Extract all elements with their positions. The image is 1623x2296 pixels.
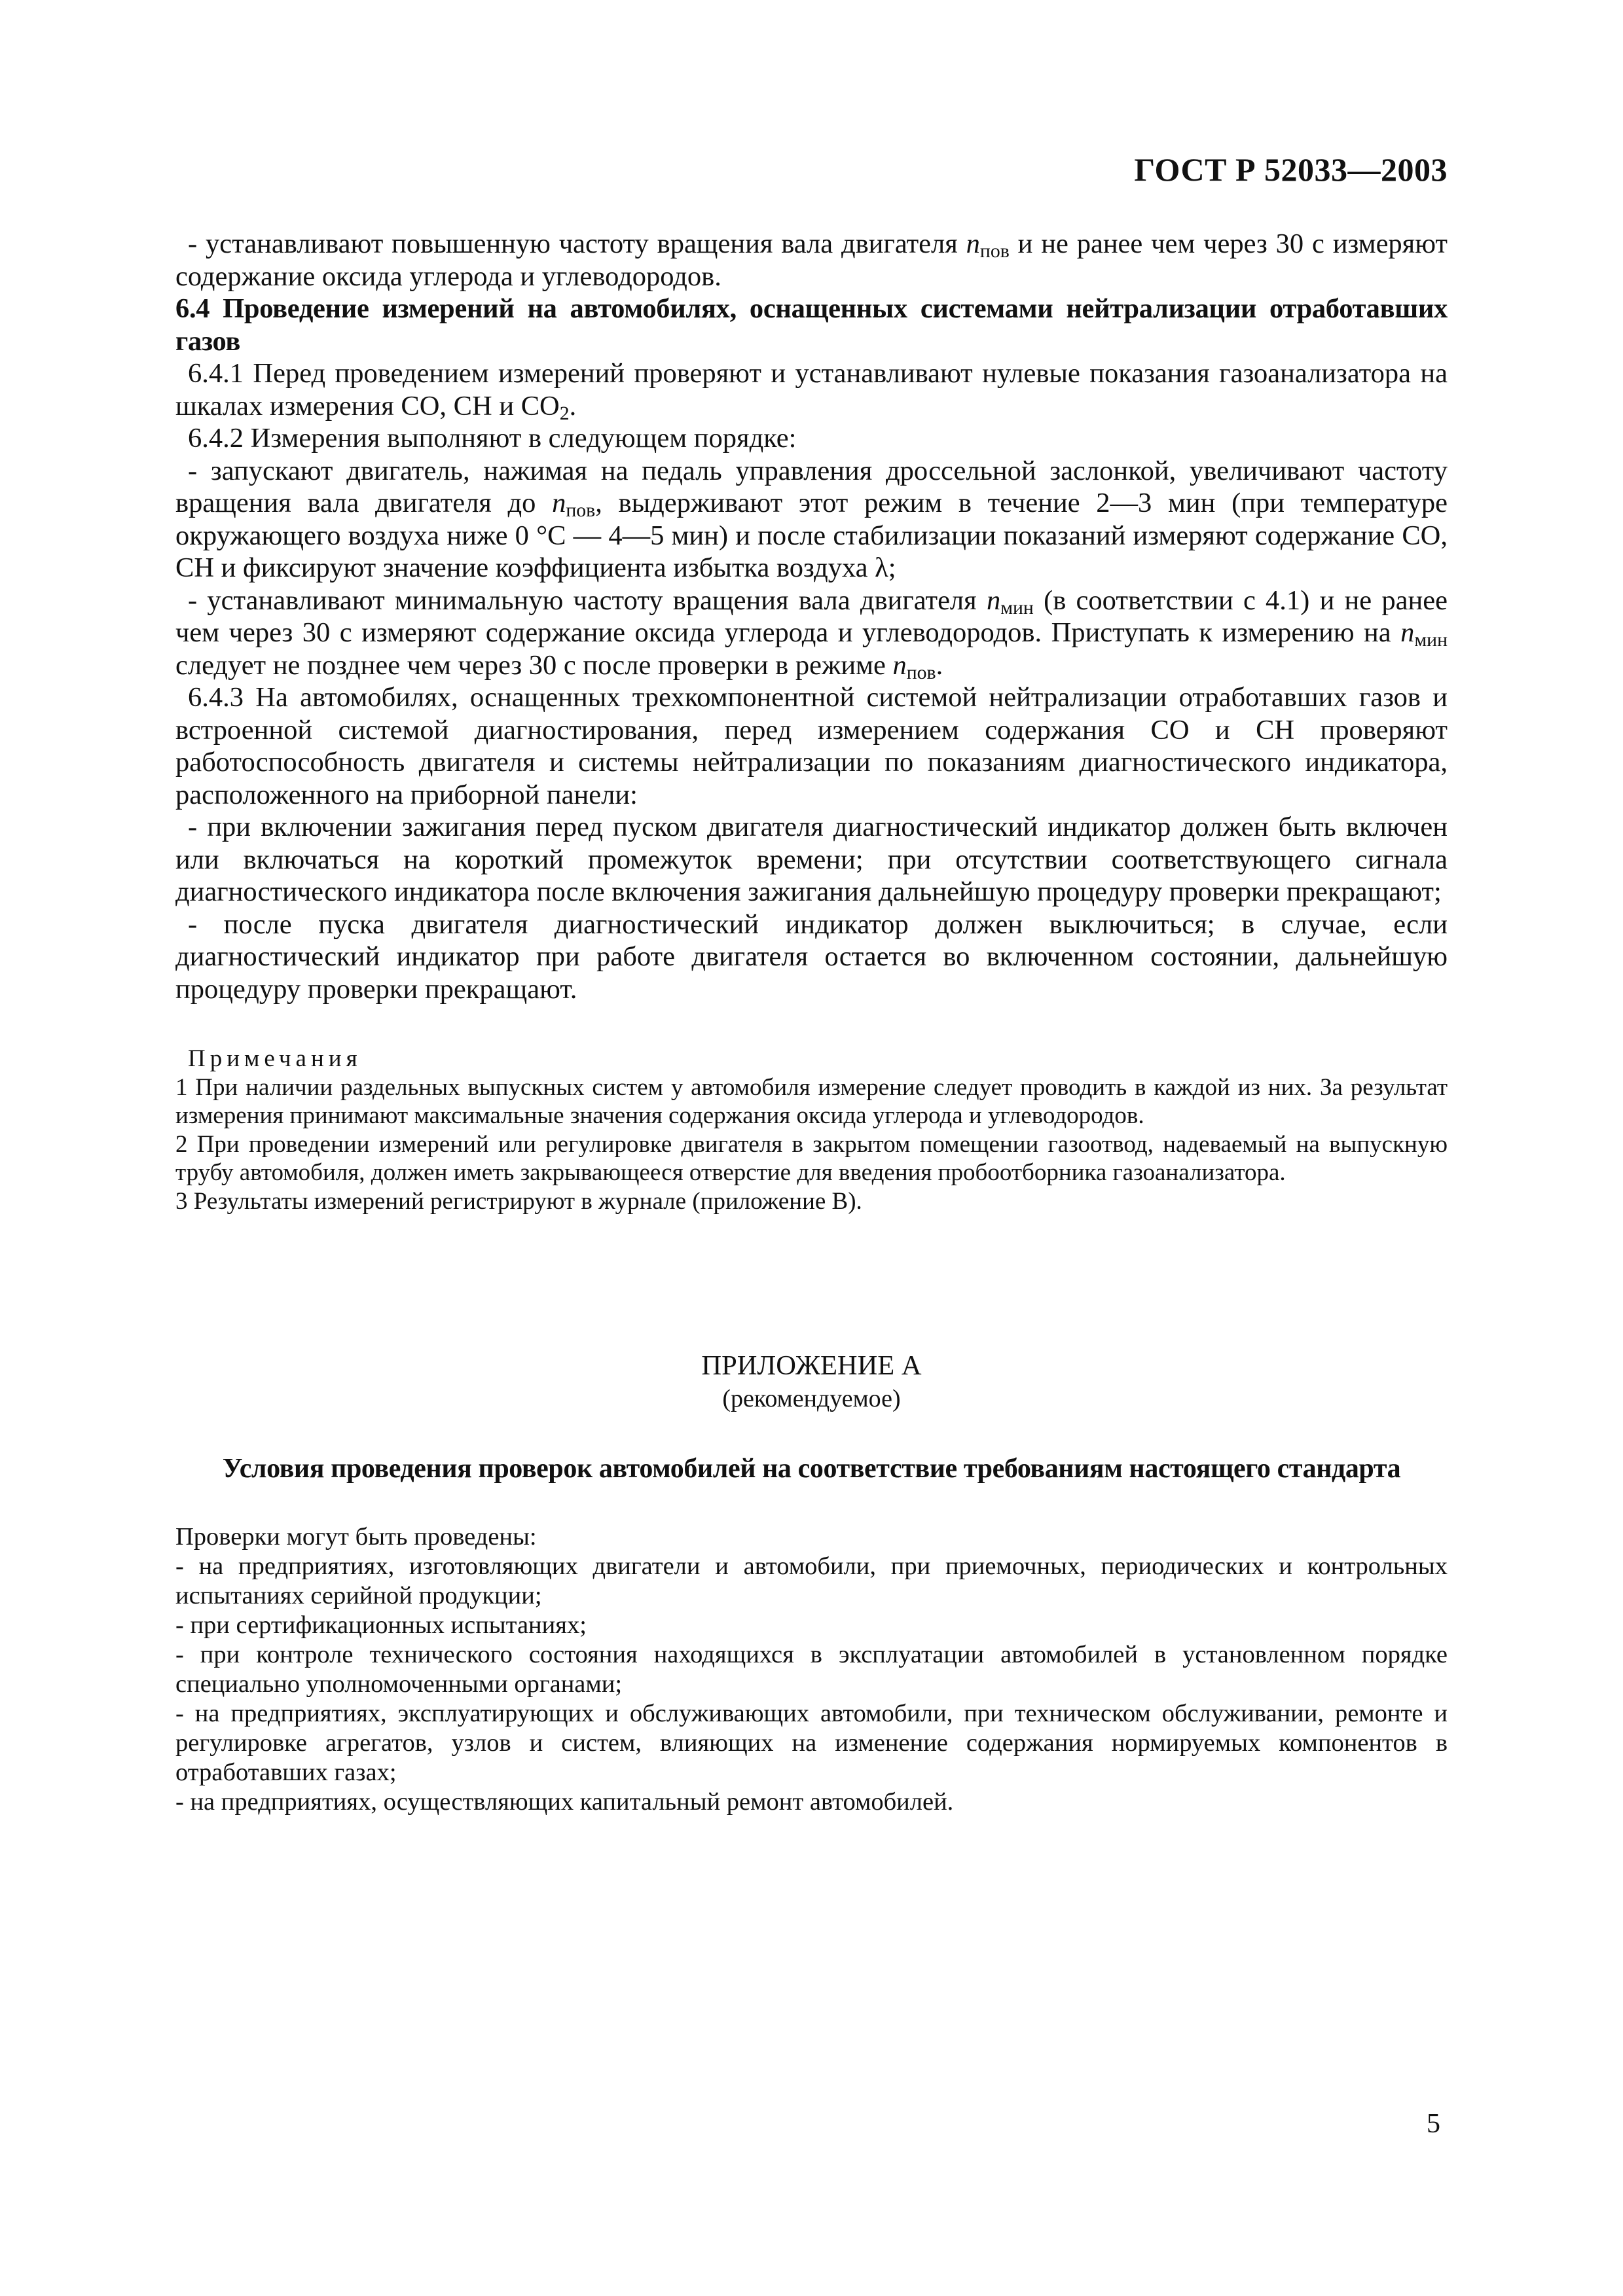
appendix-list-item: - при сертификационных испытаниях;: [175, 1611, 587, 1639]
paragraph-high-rpm: [175, 228, 1448, 293]
paragraph-6-4-2: 6.4.2 Измерения выполняют в следующем порядке:: [188, 423, 797, 454]
main-text: [175, 228, 1448, 1005]
appendix-subtitle: (рекомендуемое): [722, 1385, 901, 1412]
subscript: пов: [906, 661, 936, 683]
text-run: (в соответствии с 4.1) и не ранее чем через 30 с измеряют содержание оксида углерода и углеводородов. Приступать к измерению на: [175, 584, 1448, 648]
notes-block: [175, 1045, 1448, 1215]
variable-n: n: [552, 488, 566, 518]
appendix-title: ПРИЛОЖЕНИЕ А: [701, 1350, 922, 1381]
list-item-min-rpm: [175, 584, 1448, 682]
subscript: мин: [1000, 596, 1034, 619]
subscript: мин: [1414, 629, 1448, 651]
note-2: 2 При проведении измерений или регулировке двигателя в закрытом помещении газоотвод, надеваемый на выпускную трубу автомобиля, должен иметь закрывающееся отверстие для введения пробоотборника газоанализатора.: [175, 1130, 1448, 1186]
appendix-list-item: - при контроле технического состояния находящихся в эксплуатации автомобилей в установленном порядке специально уполномоченными органами;: [175, 1641, 1448, 1698]
subscript: 2: [559, 402, 570, 424]
text-run: 6.4.1 Перед проведением измерений проверяют и устанавливают нулевые показания газоанализатора на шкалах измерения СО, СН и СО: [175, 358, 1448, 422]
paragraph-6-4-3: 6.4.3 На автомобилях, оснащенных трехкомпонентной системой нейтрализации отработавших газов и встроенной системой диагностирования, перед измерением содержания СО и СН проверяют работоспособность двигателя и системы нейтрализации по показаниям диагностического индикатора, расположенного на приборной панели:: [175, 682, 1448, 810]
appendix-list-item: - на предприятиях, осуществляющих капитальный ремонт автомобилей.: [175, 1788, 954, 1816]
list-item-start-engine: [175, 455, 1448, 584]
text-run: следует не позднее чем через 30 с после проверки в режиме: [175, 649, 893, 681]
appendix-list-item: - на предприятиях, изготовляющих двигатели и автомобили, при приемочных, периодических и контрольных испытаниях серийной продукции;: [175, 1552, 1448, 1609]
text-run: .: [936, 649, 943, 681]
text-run: - запускают двигатель, нажимая на педаль управления дроссельной заслонкой, увеличивают частоту вращения вала двигателя до: [175, 455, 1448, 518]
variable-n: n: [1400, 617, 1415, 648]
appendix-heading: Условия проведения проверок автомобилей на соответствие требованиям настоящего стандарта: [222, 1454, 1401, 1484]
page-number: 5: [1427, 2109, 1440, 2139]
appendix-list-item: - на предприятиях, эксплуатирующих и обслуживающих автомобили, при техническом обслуживании, ремонте и регулировке агрегатов, узлов и систем, влияющих на изменение содержания нормируемых компонентов в отработавших газах;: [175, 1700, 1448, 1786]
text-run: - устанавливают повышенную частоту вращения вала двигателя: [188, 228, 966, 259]
appendix-intro: Проверки могут быть проведены:: [175, 1523, 537, 1551]
text-run: , выдерживают этот режим в течение 2—3 мин (при температуре окружающего воздуха ниже 0 °С — 4—5 мин) и после стабилизации показаний измеряют содержание СО, СН и фиксируют значение коэффициента избытка воздуха λ;: [175, 488, 1448, 583]
text-run: - устанавливают минимальную частоту вращения вала двигателя: [188, 584, 987, 616]
list-item-ignition-on: - при включении зажигания перед пуском двигателя диагностический индикатор должен быть включен или включаться на короткий промежуток времени; при отсутствии соответствующего сигнала диагностического индикатора после включения зажигания дальнейшую процедуру проверки прекращают;: [175, 812, 1448, 907]
variable-n: n: [966, 228, 980, 259]
notes-title: Примечания: [188, 1045, 362, 1072]
list-item-after-start: - после пуска двигателя диагностический индикатор должен выключиться; в случае, если диагностический индикатор при работе двигателя остается во включенном состоянии, дальнейшую процедуру проверки прекращают.: [175, 908, 1448, 1005]
note-3: 3 Результаты измерений регистрируют в журнале (приложение В).: [175, 1187, 862, 1215]
variable-n: n: [986, 584, 1001, 616]
appendix-body: [175, 1522, 1448, 1817]
note-1: 1 При наличии раздельных выпускных систем у автомобиля измерение следует проводить в каждой из них. За результат измерения принимают максимальные значения содержания оксида углерода и углеводородов.: [175, 1073, 1448, 1129]
text-run: .: [569, 390, 577, 422]
subscript: пов: [566, 499, 596, 521]
text-run: и не ранее чем через 30 с измеряют содержание оксида углерода и углеводородов.: [175, 228, 1448, 292]
section-heading-6-4: 6.4 Проведение измерений на автомобилях, оснащенных системами нейтрализации отработавших газов: [175, 293, 1448, 357]
document-code-header: ГОСТ Р 52033—2003: [1134, 151, 1448, 188]
paragraph-6-4-1: [175, 357, 1448, 422]
variable-n: n: [892, 649, 907, 681]
subscript: пов: [979, 240, 1010, 262]
